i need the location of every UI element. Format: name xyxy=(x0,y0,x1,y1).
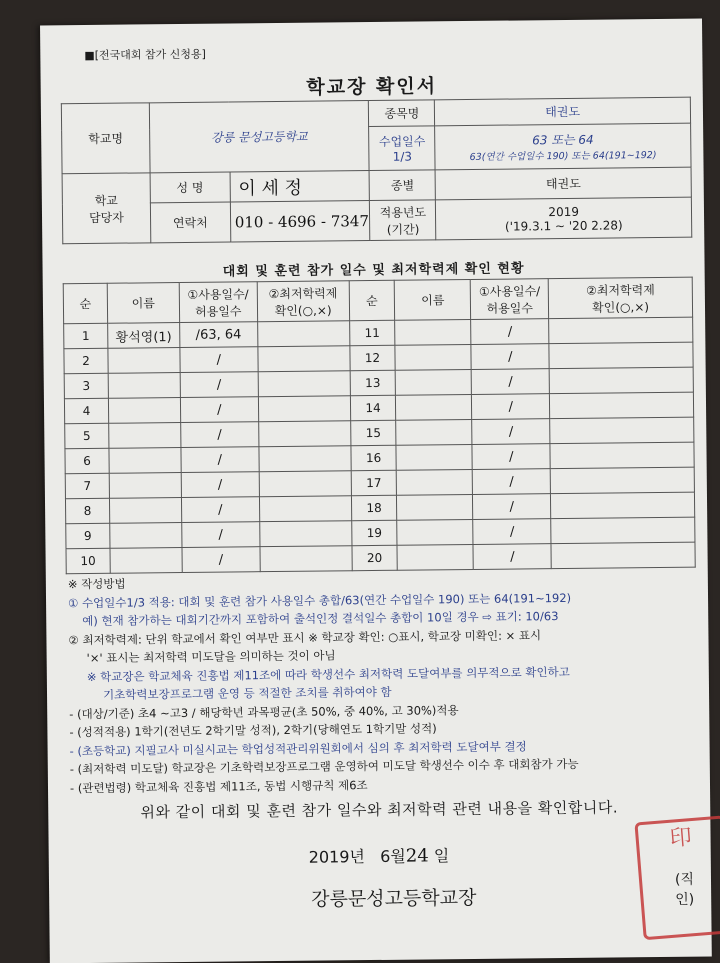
cell-name xyxy=(396,419,472,445)
cell-days: / xyxy=(473,544,551,570)
cell-check xyxy=(259,521,351,547)
cell-no: 4 xyxy=(64,398,108,423)
cell-no: 9 xyxy=(66,523,110,548)
cell-check xyxy=(259,446,351,472)
name-label: 성 명 xyxy=(150,172,230,203)
days-ratio-label: 수업일수 1/3 xyxy=(369,126,435,171)
cell-check xyxy=(260,546,352,572)
cell-name xyxy=(397,544,473,570)
document-page xyxy=(40,19,712,963)
cell-days: / xyxy=(182,522,260,548)
section-title: 대회 및 훈련 참가 일수 및 최저학력제 확인 현황 xyxy=(222,261,525,280)
cell-no: 2 xyxy=(64,348,108,373)
cell-no: 19 xyxy=(351,520,397,545)
cell-no: 16 xyxy=(350,445,396,470)
col-days: ①사용일수/ 허용일수 xyxy=(179,282,257,323)
staff-label: 학교 담당자 xyxy=(62,173,151,244)
cell-days: / xyxy=(472,419,550,445)
cell-no: 5 xyxy=(65,423,109,448)
cell-check xyxy=(258,396,350,422)
cell-days: / xyxy=(471,369,549,395)
col-days: ①사용일수/ 허용일수 xyxy=(471,279,549,320)
cell-check xyxy=(551,517,695,544)
cell-check xyxy=(257,321,349,347)
note-5: - (대상/기준) 초4 ~고3 / 해당학년 과목평균(초 50%, 중 40%, 고 30%)적용 xyxy=(69,702,459,721)
cell-days: / xyxy=(180,372,258,398)
cell-days: / xyxy=(473,519,551,545)
cell-no: 3 xyxy=(64,373,108,398)
col-no: 순 xyxy=(63,283,107,323)
note-2: ② 최저학력제: 단위 학교에서 확인 여부만 표시 ※ 학교장 확인: ○표시, 학교장 미확인: × 표시 xyxy=(68,627,542,647)
document-date xyxy=(309,843,450,867)
col-name: 이름 xyxy=(107,283,179,324)
cell-no: 13 xyxy=(350,370,396,395)
cell-days: / xyxy=(180,347,258,373)
col-min: ②최저학력제 확인(○,×) xyxy=(257,281,349,322)
cell-name xyxy=(396,369,472,395)
cell-check xyxy=(549,367,693,394)
seal-mark: (직인) xyxy=(674,871,695,908)
cell-name xyxy=(109,423,181,449)
cell-check xyxy=(551,542,695,569)
cell-no: 12 xyxy=(349,345,395,370)
cell-name xyxy=(108,398,180,424)
date-day-suffix: 일 xyxy=(433,846,450,866)
cell-name xyxy=(396,394,472,420)
cell-name xyxy=(108,373,180,399)
school-principal: 강릉문성고등학교장 xyxy=(311,886,477,911)
cell-name xyxy=(109,448,181,474)
cell-days: / xyxy=(180,397,258,423)
cell-check xyxy=(258,371,350,397)
cell-days: / xyxy=(473,469,551,495)
name-value: 이 세 정 xyxy=(230,171,370,202)
kind-label: 종별 xyxy=(370,170,436,201)
cell-name xyxy=(397,519,473,545)
note-6: - (성적적용) 1학기(전년도 2학기말 성적), 2학기(당해연도 1학기말 성적) xyxy=(69,721,437,740)
cell-days: / xyxy=(182,547,260,573)
cell-name xyxy=(395,319,471,345)
cell-name xyxy=(110,523,182,549)
cell-no: 18 xyxy=(351,495,397,520)
note-3: '×' 표시는 최저학력 미도달을 의미하는 것이 아님 xyxy=(86,648,336,666)
cell-days: / xyxy=(471,319,549,345)
contact-label: 연락처 xyxy=(150,202,230,243)
cell-days: / xyxy=(181,497,259,523)
cell-no: 15 xyxy=(350,420,396,445)
note-9: - (관련법령) 학교체육 진흥법 제11조, 동법 시행규칙 제6조 xyxy=(69,777,368,795)
notes-block xyxy=(68,569,700,798)
cell-days: / xyxy=(471,344,549,370)
event-label: 종목명 xyxy=(369,100,435,127)
cell-no: 20 xyxy=(352,545,398,570)
year-label: 적용년도 (기간) xyxy=(370,200,436,241)
cell-no: 14 xyxy=(350,395,396,420)
table-header-row xyxy=(63,277,692,324)
cell-name xyxy=(397,469,473,495)
note-7: - (초등학교) 지필고사 미실시교는 학업성적관리위원회에서 심의 후 최저학력 도달여부 결정 xyxy=(69,738,527,758)
cell-check xyxy=(259,471,351,497)
cell-days: / xyxy=(472,444,550,470)
note-4a: ※ 학교장은 학교체육 진흥법 제11조에 따라 학생선수 최저학력 도달여부를 의무적으로 확인하고 xyxy=(86,664,570,684)
cell-name xyxy=(397,494,473,520)
header-table xyxy=(61,97,692,245)
cell-no: 8 xyxy=(65,498,109,523)
cell-name xyxy=(109,473,181,499)
document-tag: ■[전국대회 참가 신청용] xyxy=(84,47,207,63)
cell-check xyxy=(550,392,694,419)
col-no: 순 xyxy=(349,280,395,320)
confirm-text: 위와 같이 대회 및 훈련 참가 일수와 최저학력 관련 내용을 확인합니다. xyxy=(140,798,619,822)
cell-name xyxy=(396,444,472,470)
cell-check xyxy=(258,346,350,372)
cell-days: / xyxy=(473,494,551,520)
cell-check xyxy=(258,421,350,447)
note-1a: ① 수업일수1/3 적용: 대회 및 훈련 참가 사용일수 총합/63(연간 수업일수 190) 또는 64(191~192) xyxy=(67,590,572,610)
school-value: 강릉 문성고등학교 xyxy=(149,101,369,173)
cell-name xyxy=(110,548,182,574)
event-value: 태권도 xyxy=(435,97,691,126)
cell-name xyxy=(109,498,181,524)
date-year: 2019년 xyxy=(308,847,366,867)
contact-value: 010 - 4696 - 7347 xyxy=(230,201,370,242)
cell-check xyxy=(259,496,351,522)
cell-name: 황석영(1) xyxy=(108,323,180,349)
note-1b: 예) 현재 참가하는 대회기간까지 포함하여 출석인정 결석일수 총합이 10일 경우 ⇨ 표기: 10/63 xyxy=(82,609,559,629)
cell-no: 11 xyxy=(349,320,395,345)
cell-check xyxy=(549,342,693,369)
cell-days: / xyxy=(180,422,258,448)
year-value: 2019 ('19.3.1 ~ '20 2.28) xyxy=(436,197,692,240)
document-title: 학교장 확인서 xyxy=(306,75,438,99)
cell-days: /63, 64 xyxy=(179,322,257,348)
cell-no: 6 xyxy=(65,448,109,473)
cell-days: / xyxy=(472,394,550,420)
cell-check xyxy=(549,317,693,344)
date-day: 24 xyxy=(405,845,429,867)
notes-heading: ※ 작성방법 xyxy=(67,576,126,592)
cell-check xyxy=(550,467,694,494)
cell-days: / xyxy=(181,447,259,473)
col-name: 이름 xyxy=(395,279,471,320)
school-label: 학교명 xyxy=(61,103,150,174)
participation-table xyxy=(63,277,696,575)
days-ratio-value: 63 또는 64 63(연간 수업일수 190) 또는 64(191~192) xyxy=(435,123,691,170)
cell-no: 1 xyxy=(64,323,108,348)
col-min: ②최저학력제 확인(○,×) xyxy=(548,277,692,319)
cell-no: 17 xyxy=(351,470,397,495)
note-4b: 기초학력보장프로그램 운영 등 적절한 조치를 취하여야 함 xyxy=(102,684,392,702)
cell-check xyxy=(550,417,694,444)
cell-no: 10 xyxy=(66,548,110,573)
cell-name xyxy=(108,348,180,374)
date-month: 6월 xyxy=(380,846,406,866)
official-seal-icon: 印 xyxy=(634,815,720,940)
cell-name xyxy=(395,344,471,370)
cell-no: 7 xyxy=(65,473,109,498)
cell-check xyxy=(550,442,694,469)
cell-check xyxy=(551,492,695,519)
cell-days: / xyxy=(181,472,259,498)
kind-value: 태권도 xyxy=(435,167,691,200)
note-8: - (최저학력 미도달) 학교장은 기초학력보장프로그램 운영하여 미도달 학생선수 이수 후 대회참가 가능 xyxy=(69,756,579,777)
